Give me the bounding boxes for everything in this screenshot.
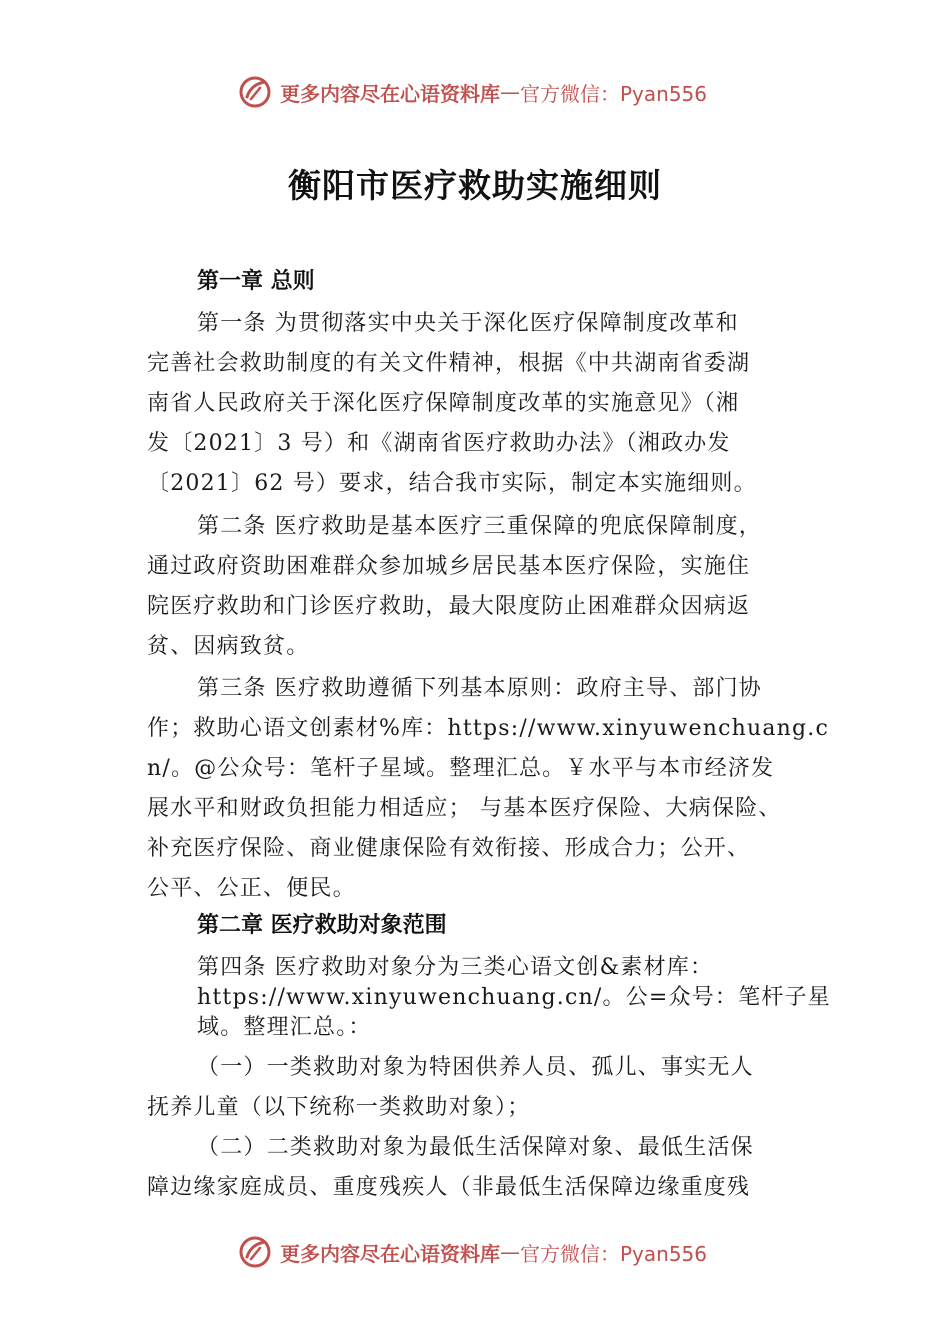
article-1-line-5: 〔2021〕62 号）要求，结合我市实际，制定本实施细则。	[147, 471, 757, 496]
article-2-line-1: 第二条 医疗救助是基本医疗三重保障的兜底保障制度，	[197, 514, 762, 539]
article-4-line-3: 域。整理汇总。：	[197, 1015, 372, 1040]
chapter-heading-1: 第一章 总则	[197, 269, 315, 294]
article-3-line-2: 作；救助心语文创素材%库：https://www.xinyuwenchuang.c	[147, 716, 830, 741]
banner-wechat-text: 官方微信：Pyan556	[520, 81, 708, 106]
banner-wechat-text: 官方微信：Pyan556	[520, 1241, 708, 1266]
article-1-line-2: 完善社会救助制度的有关文件精神，根据《中共湖南省委湖	[147, 351, 751, 376]
article-3-line-1: 第三条 医疗救助遵循下列基本原则：政府主导、部门协	[197, 676, 762, 701]
article-4-line-2: https://www.xinyuwenchuang.cn/。公=众号：笔杆子星	[197, 985, 831, 1010]
banner-main-text: 更多内容尽在心语资料库	[280, 1241, 500, 1266]
brand-logo-icon	[238, 75, 272, 109]
banner-dash: —	[500, 80, 520, 104]
article-1-line-3: 南省人民政府关于深化医疗保障制度改革的实施意见》（湘	[147, 391, 740, 416]
banner-dash: —	[500, 1240, 520, 1264]
item-2-line-2: 障边缘家庭成员、重度残疾人（非最低生活保障边缘重度残	[147, 1175, 751, 1200]
header-banner	[238, 72, 707, 112]
chapter-heading-2: 第二章 医疗救助对象范围	[197, 913, 447, 938]
article-3-line-4: 展水平和财政负担能力相适应； 与基本医疗保险、大病保险、	[147, 796, 782, 821]
footer-banner	[238, 1232, 707, 1272]
article-3-line-6: 公平、公正、便民。	[147, 876, 356, 901]
article-3-line-5: 补充医疗保险、商业健康保险有效衔接、形成合力；公开、	[147, 836, 751, 861]
banner-main-text: 更多内容尽在心语资料库	[280, 81, 500, 106]
document-title: 衡阳市医疗救助实施细则	[288, 166, 662, 205]
article-2-line-3: 院医疗救助和门诊医疗救助，最大限度防止困难群众因病返	[147, 594, 751, 619]
article-1-line-1: 第一条 为贯彻落实中央关于深化医疗保障制度改革和	[197, 311, 739, 336]
article-2-line-4: 贫、因病致贫。	[147, 634, 310, 659]
item-1-line-2: 抚养儿童（以下统称一类救助对象）；	[147, 1095, 531, 1120]
item-1-line-1: （一）一类救助对象为特困供养人员、孤儿、事实无人	[197, 1055, 754, 1080]
item-2-line-1: （二）二类救助对象为最低生活保障对象、最低生活保	[197, 1135, 754, 1160]
article-2-line-2: 通过政府资助困难群众参加城乡居民基本医疗保险，实施住	[147, 554, 751, 579]
brand-logo-icon	[238, 1235, 272, 1269]
article-3-line-3: n/。@公众号：笔杆子星域。整理汇总。￥水平与本市经济发	[147, 756, 775, 781]
article-1-line-4: 发〔2021〕3 号）和《湖南省医疗救助办法》（湘政办发	[147, 431, 731, 456]
article-4-line-1: 第四条 医疗救助对象分为三类心语文创&素材库：	[197, 955, 714, 980]
